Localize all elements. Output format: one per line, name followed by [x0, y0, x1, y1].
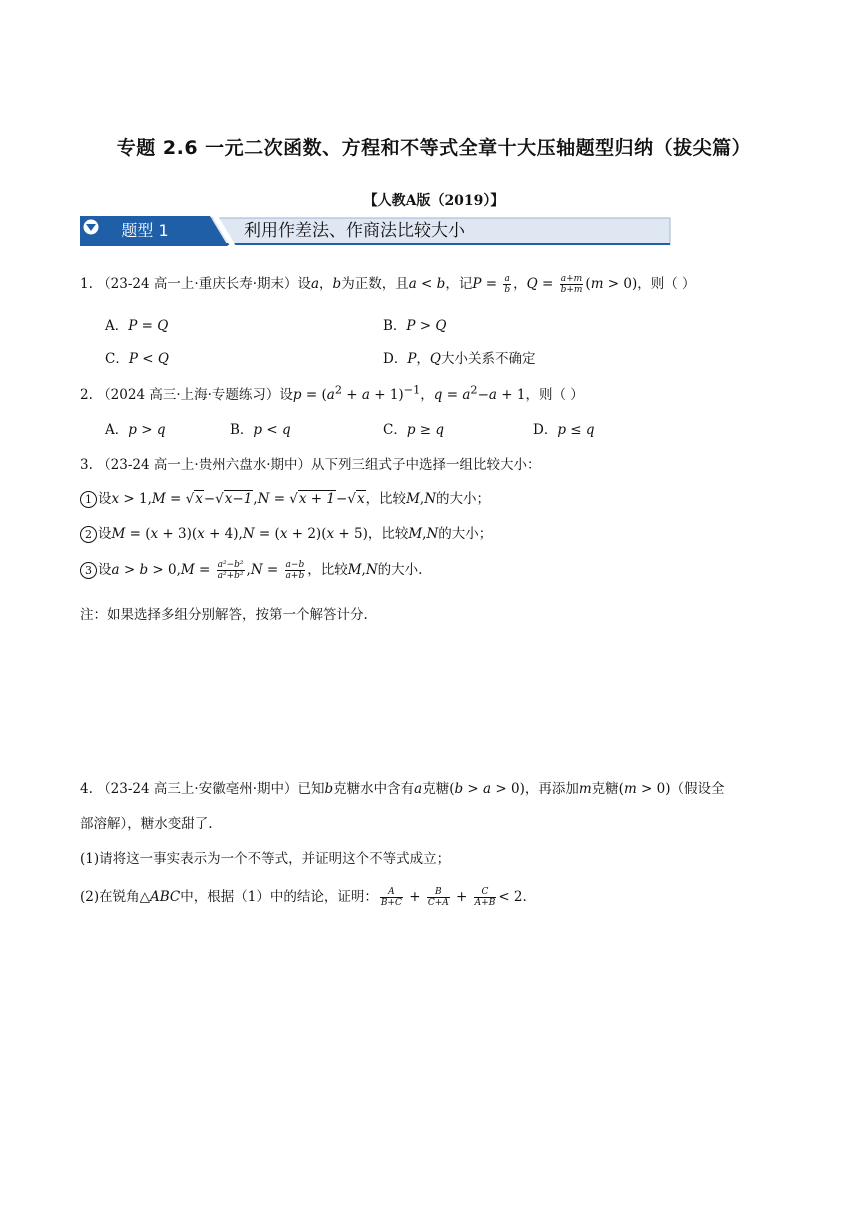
circled-number: 3: [80, 562, 97, 579]
option-2d[interactable]: D．p ≤ q: [533, 422, 595, 438]
question-3-note: 注：如果选择多组分别解答，按第一个解答计分.: [80, 607, 368, 623]
section-title: 利用作差法、作商法比较大小: [244, 221, 465, 241]
question-source: （23-24 高一上·重庆长寿·期末）: [97, 276, 298, 292]
circled-number: 1: [80, 491, 97, 508]
question-source: （23-24 高一上·贵州六盘水·期中）: [97, 457, 311, 473]
question-number: 1.: [80, 276, 93, 292]
option-2a[interactable]: A．p > q: [105, 422, 166, 438]
option-1d[interactable]: D．P，Q大小关系不确定: [383, 351, 536, 367]
section-banner: [80, 216, 672, 246]
option-2b[interactable]: B．p < q: [230, 422, 291, 438]
question-3-item-2: 2 设M = (x + 3)(x + 4),N = (x + 2)(x + 5)，比较M,N的大小；: [80, 522, 492, 543]
option-1a[interactable]: A．P = Q: [105, 318, 169, 334]
question-3: 3. （23-24 高一上·贵州六盘水·期中）从下列三组式子中选择一组比较大小：: [80, 457, 541, 473]
question-number: 2.: [80, 387, 93, 403]
option-1b[interactable]: B．P > Q: [383, 318, 447, 334]
question-3-item-1: 1 设x > 1,M = √x−√x−1,N = √x + 1−√x，比较M,N的大小；: [80, 487, 490, 508]
edition-subtitle: 【人教A版（2019）】: [363, 193, 505, 209]
question-4: 4. （23-24 高三上·安徽亳州·期中）已知b克糖水中含有a克糖(b > a > 0)，再添加m克糖(m > 0)（假设全: [80, 781, 725, 797]
option-2c[interactable]: C．p ≥ q: [383, 422, 445, 438]
question-1: 1. （23-24 高一上·重庆长寿·期末）设a，b为正数，且a < b，记P = $\frac{a}{b}$ ，Q = $\frac{a+m}{b+m}$ (m > 0)，则（ ）: [80, 274, 696, 295]
circled-number: 2: [80, 526, 97, 543]
question-number: 3.: [80, 457, 93, 473]
fraction: $\frac{a}{b}$: [504, 274, 511, 295]
question-source: （2024 高三·上海·专题练习）: [97, 387, 280, 403]
question-4-part-2: (2)在锐角△ABC中，根据（1）中的结论，证明： $\frac{A}{B+C}$ + $\frac{B}{C+A}$ + $\frac{C}{A+B}$ < 2.: [80, 887, 527, 908]
question-2: 2. （2024 高三·上海·专题练习）设$p = (a^2 + a + 1)^{-1}$，$q = a^2-a + 1$，则（ ）: [80, 383, 584, 403]
question-4-part-1: (1)请将这一事实表示为一个不等式，并证明这个不等式成立；: [80, 851, 451, 867]
section-tag: 题型 1: [121, 221, 169, 240]
page-title: 专题 2.6 一元二次函数、方程和不等式全章十大压轴题型归纳（拔尖篇）: [116, 137, 752, 159]
question-3-item-3: 3 设a > b > 0,M = $\frac{\text{a²−b²}}{\text{a²+b²}}$ ,N = $\frac{a-b}{a+b}$ ，比较M,N的大小.: [80, 558, 422, 581]
question-source: （23-24 高三上·安徽亳州·期中）: [97, 781, 298, 797]
question-4-line-2: 部溶解），糖水变甜了.: [80, 816, 213, 832]
fraction: $\frac{a+m}{b+m}$: [560, 274, 583, 295]
option-1c[interactable]: C．P < Q: [105, 351, 169, 367]
chevron-down-circle-icon[interactable]: [80, 216, 102, 238]
question-number: 4.: [80, 781, 93, 797]
